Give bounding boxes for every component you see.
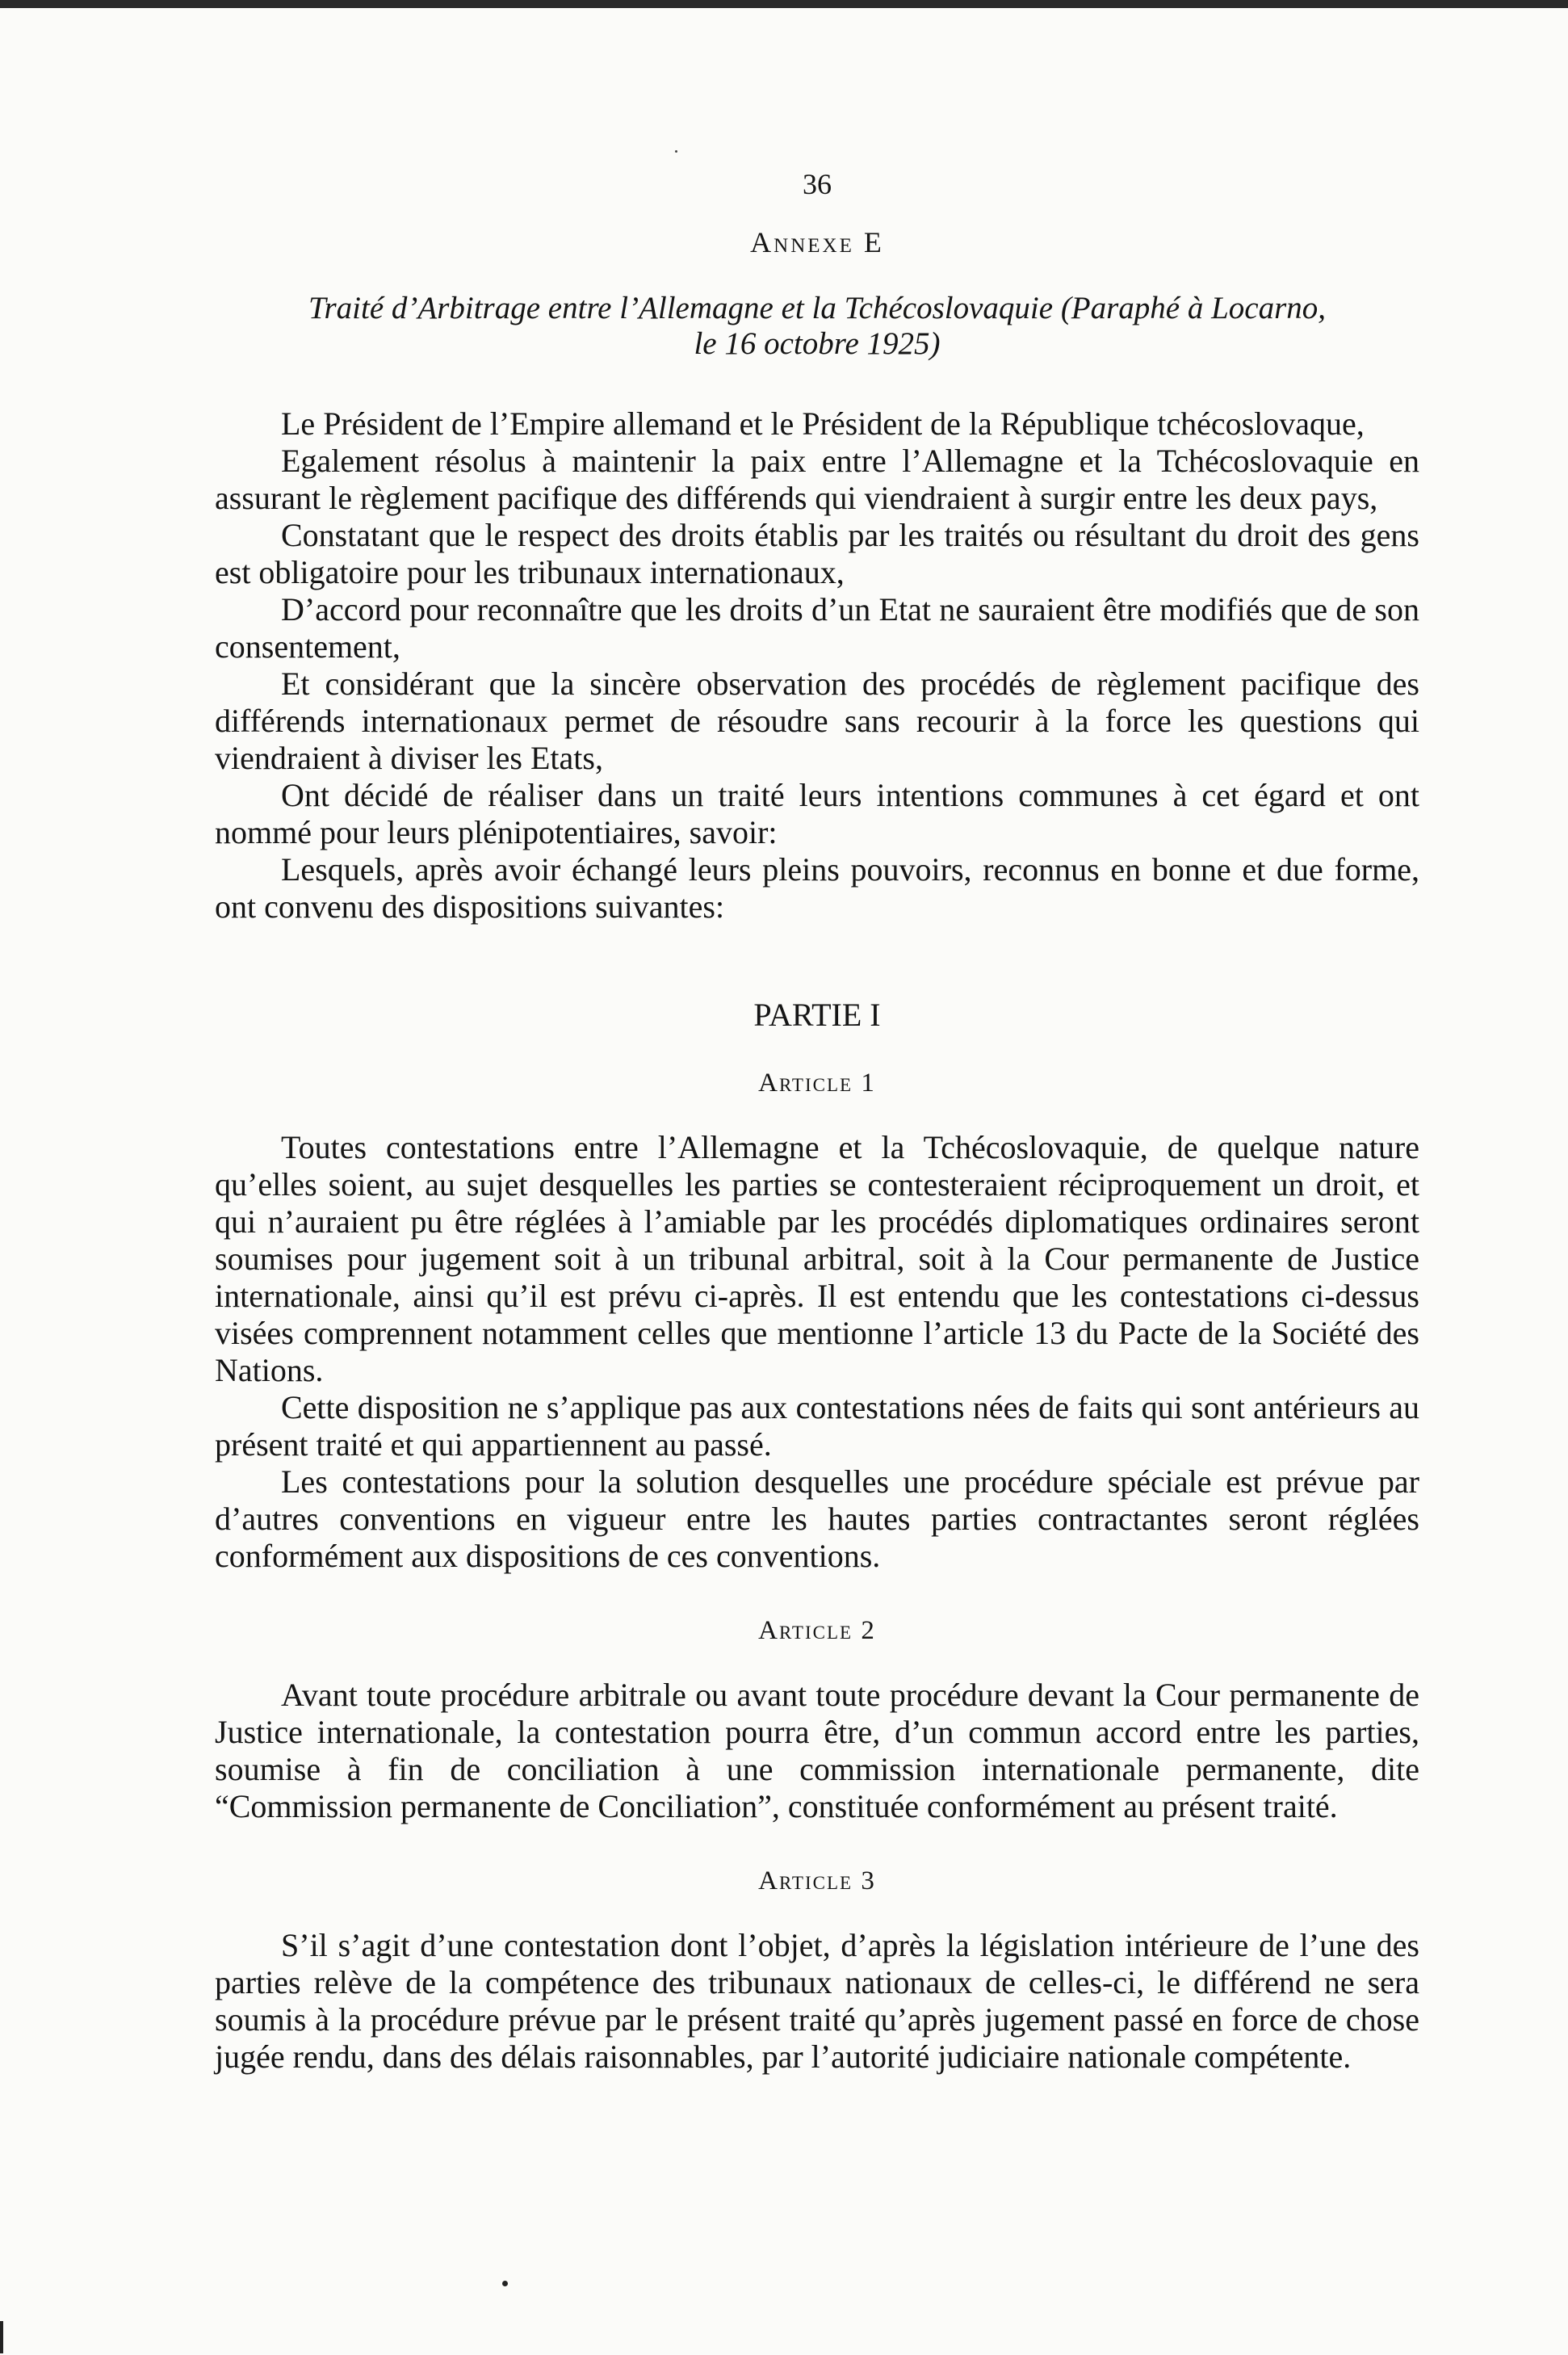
preamble-paragraph: Le Président de l’Empire allemand et le Président de la République tchécoslovaque, [281,405,1365,442]
scan-speck [502,2281,508,2286]
article-2 [215,1614,1419,1825]
article-3 [215,1864,1419,2076]
part-heading: PARTIE I [753,997,881,1033]
preamble [215,405,1419,926]
document-page [215,166,1419,2076]
treaty-title-line-1: Traité d’Arbitrage entre l’Allemagne et la Tchécoslovaquie (Paraphé à Locarno, [308,291,1327,325]
page-number: 36 [803,168,832,200]
article-paragraph: Les contestations pour la solution desquelles une procédure spéciale est prévue par d’autres conventions en vigueur entre les hautes parties contractantes seront réglées conformément aux dispositions de ces conventions. [215,1463,1419,1574]
article-heading: Article 2 [758,1616,876,1645]
preamble-paragraph: Egalement résolus à maintenir la paix entre l’Allemagne et la Tchécoslovaquie en assurant le règlement pacifique des différends qui viendraient à surgir entre les deux pays, [215,443,1419,516]
article-paragraph: Avant toute procédure arbitrale ou avant toute procédure devant la Cour permanente de Justice internationale, la contestation pourra être, d’un commun accord entre les parties, soumise à fin de conciliation à une commission internationale permanente, dite “Commission permanente de Conciliation”, constituée conformément au présent traité. [215,1677,1419,1824]
article-paragraph: Cette disposition ne s’applique pas aux contestations nées de faits qui sont antérieurs au présent traité et qui appartiennent au passé. [215,1389,1419,1463]
preamble-paragraph: D’accord pour reconnaître que les droits d’un Etat ne sauraient être modifiés que de son consentement, [215,591,1419,665]
treaty-title [215,291,1419,362]
preamble-paragraph: Lesquels, après avoir échangé leurs pleins pouvoirs, reconnus en bonne et due forme, ont convenu des dispositions suivantes: [215,851,1419,925]
article-paragraph: Toutes contestations entre l’Allemagne et la Tchécoslovaquie, de quelque nature qu’elles soient, au sujet desquelles les parties se contesteraient réciproquement un droit, et qui n’auraient pu être réglées à l’amiable par les procédés diplomatiques ordinaires seront soumises pour jugement soit à un tribunal arbitral, soit à la Cour permanente de Justice internationale, ainsi qu’il est prévu ci-après. Il est entendu que les contestations ci-dessus visées comprennent notamment celles que mentionne l’article 13 du Pacte de la Société des Nations. [215,1129,1419,1388]
scan-speck [675,150,677,153]
article-1 [215,1066,1419,1575]
scan-top-border [0,0,1568,8]
article-heading: Article 3 [758,1866,876,1895]
annex-heading: Annexe E [750,226,884,258]
treaty-title-line-2: le 16 octobre 1925) [694,326,941,361]
preamble-paragraph: Constatant que le respect des droits établis par les traités ou résultant du droit des gens est obligatoire pour les tribunaux internationaux, [215,517,1419,590]
article-heading: Article 1 [758,1068,876,1098]
preamble-paragraph: Ont décidé de réaliser dans un traité leurs intentions communes à cet égard et ont nommé pour leurs plénipotentiaires, savoir: [215,777,1419,850]
scan-edge-mark [0,2321,3,2353]
article-paragraph: S’il s’agit d’une contestation dont l’objet, d’après la législation intérieure de l’une des parties relève de la compétence des tribunaux nationaux de celles-ci, le différend ne sera soumis à la procédure prévue par le présent traité qu’après jugement passé en force de chose jugée rendu, dans des délais raisonnables, par l’autorité judiciaire nationale compétente. [215,1927,1419,2075]
preamble-paragraph: Et considérant que la sincère observation des procédés de règlement pacifique des différends internationaux permet de résoudre sans recourir à la force les questions qui viendraient à diviser les Etats, [215,665,1419,776]
